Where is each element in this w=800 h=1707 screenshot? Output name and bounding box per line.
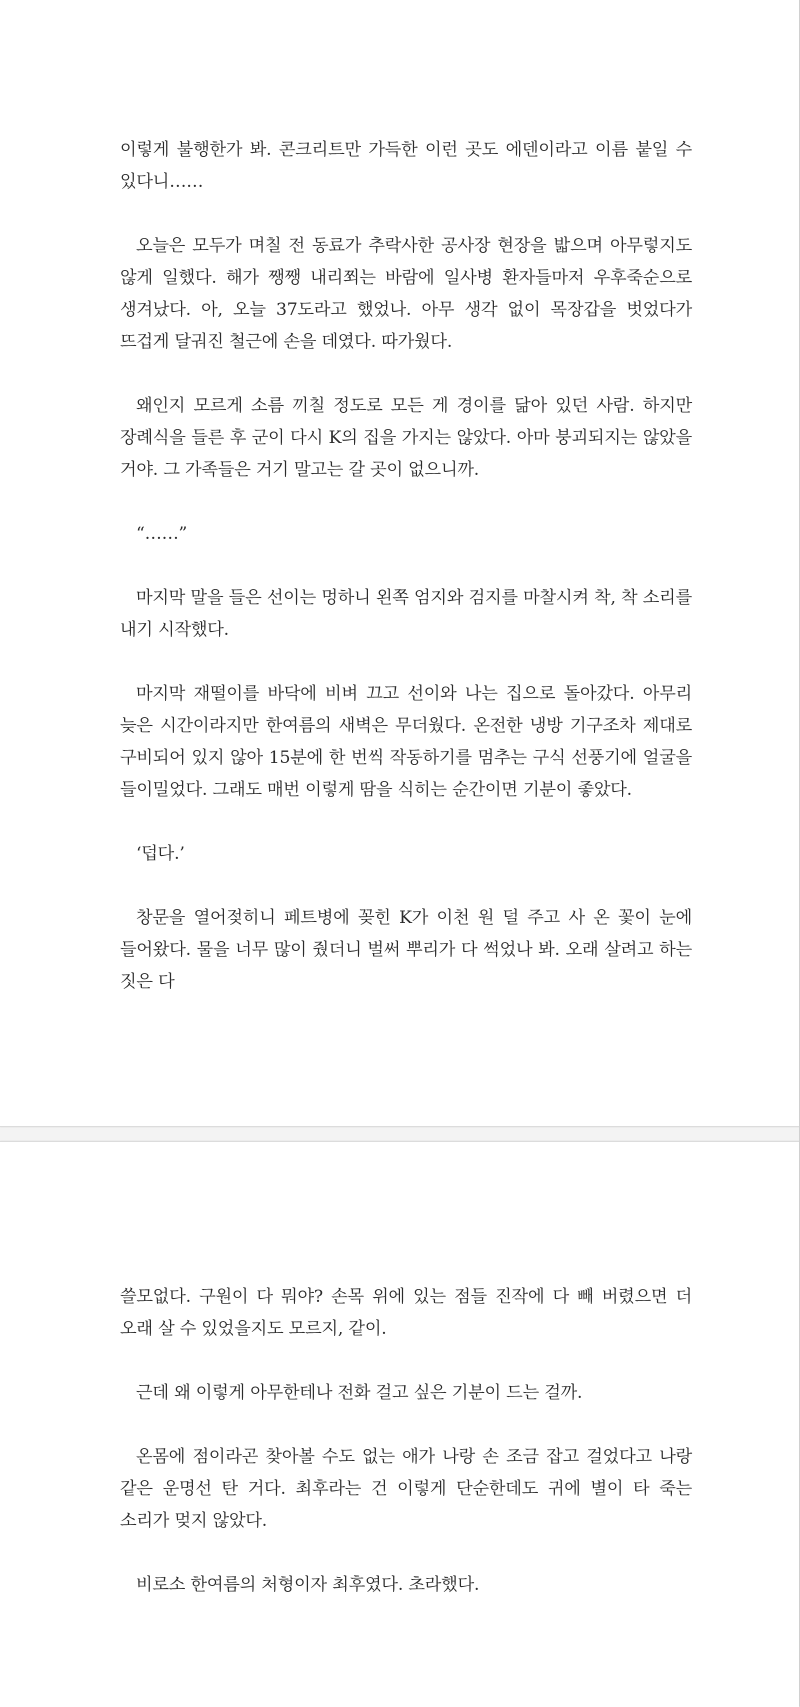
paragraph: 비로소 한여름의 처형이자 최후였다. 초라했다. <box>136 1575 480 1595</box>
paragraph: 근데 왜 이렇게 아무한테나 전화 걸고 싶은 기분이 드는 걸까. <box>136 1383 583 1403</box>
paragraph: 이렇게 불행한가 봐. 콘크리트만 가득한 이런 곳도 에덴이라고 이름 붙일 수 있다니…… <box>120 140 692 192</box>
paragraph: 창문을 열어젖히니 페트병에 꽂힌 K가 이천 원 덜 주고 사 온 꽃이 눈에 들어왔다. 물을 너무 많이 줬더니 벌써 뿌리가 다 썩었나 봐. 오래 살려고 하는 짓은 다 <box>120 908 692 992</box>
paragraph: 왜인지 모르게 소름 끼칠 정도로 모든 게 경이를 닮아 있던 사람. 하지만 장례식을 들른 후 군이 다시 K의 집을 가지는 않았다. 아마 붕괴되지는 않았을 거야. 그 가족들은 거기 말고는 갈 곳이 없으니까. <box>120 396 692 480</box>
document-page-2 <box>0 1141 800 1707</box>
paragraph: 마지막 재떨이를 바닥에 비벼 끄고 선이와 나는 집으로 돌아갔다. 아무리 늦은 시간이라지만 한여름의 새벽은 무더웠다. 온전한 냉방 기구조차 제대로 구비되어 있지 않아 15분에 한 번씩 작동하기를 멈추는 구식 선풍기에 얼굴을 들이밀었다. 그래도 매번 이렇게 땀을 식히는 순간이면 기분이 좋았다. <box>120 684 692 800</box>
paragraph: 쓸모없다. 구원이 다 뭐야? 손목 위에 있는 점들 진작에 다 빼 버렸으면 더 오래 살 수 있었을지도 모르지, 같이. <box>120 1287 692 1339</box>
dialogue-line: “……” <box>136 524 188 544</box>
paragraph: 마지막 말을 들은 선이는 멍하니 왼쪽 엄지와 검지를 마찰시켜 착, 착 소리를 내기 시작했다. <box>120 588 692 640</box>
paragraph: 오늘은 모두가 며칠 전 동료가 추락사한 공사장 현장을 밟으며 아무렇지도 않게 일했다. 해가 쨍쨍 내리쬐는 바람에 일사병 환자들마저 우후죽순으로 생겨났다. 아, 오늘 37도라고 했었나. 아무 생각 없이 목장갑을 벗었다가 뜨겁게 달궈진 철근에 손을 데였다. 따가웠다. <box>120 236 692 352</box>
inner-monologue-line: ‘덥다.’ <box>136 844 185 864</box>
paragraph: 온몸에 점이라곤 찾아볼 수도 없는 애가 나랑 손 조금 잡고 걸었다고 나랑 같은 운명선 탄 거다. 최후라는 건 이렇게 단순한데도 귀에 별이 타 죽는 소리가 멎지 않았다. <box>120 1447 692 1531</box>
